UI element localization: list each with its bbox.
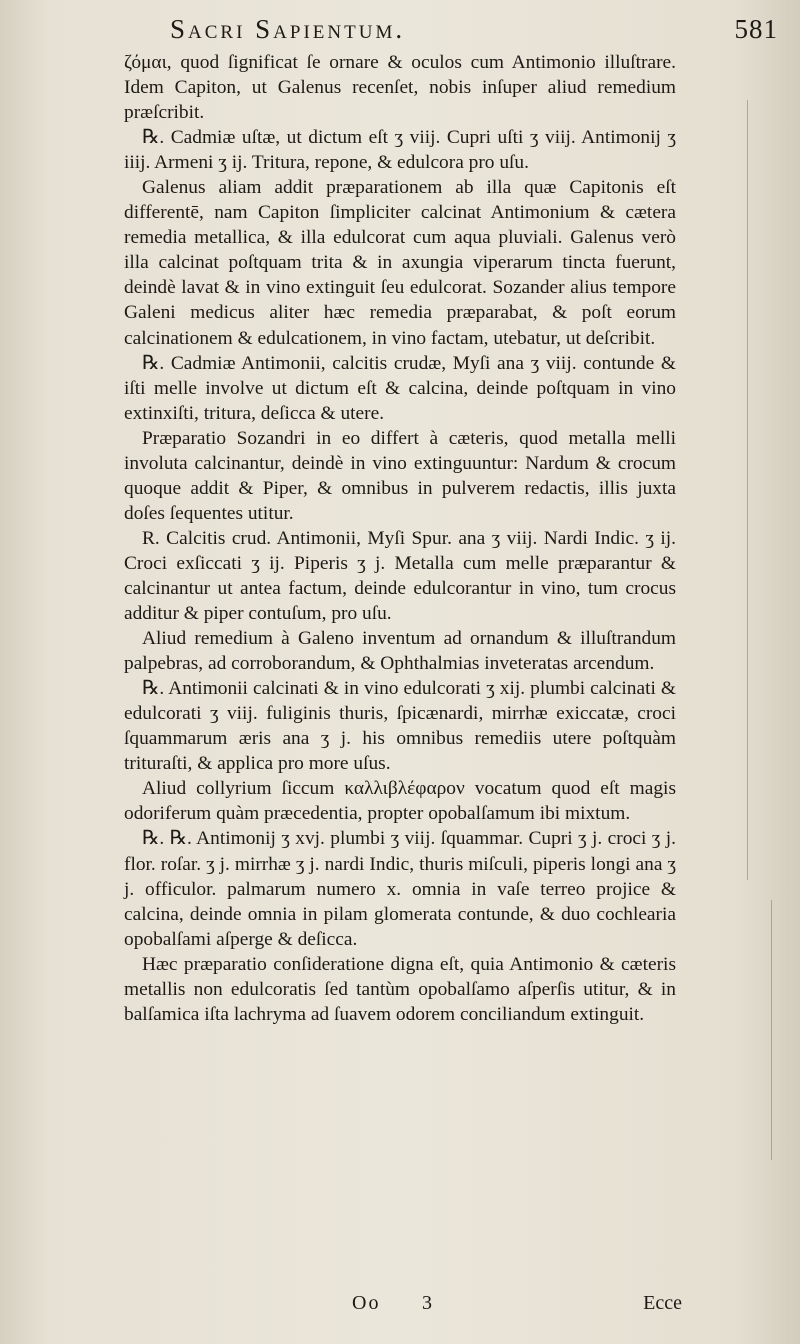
paper-crease (747, 100, 748, 880)
paragraph: Aliud collyrium ſiccum καλλιβλέφαρον vocatum quod eſt magis odoriferum quàm præcedentia, propter opobalſamum ibi mixtum. (124, 778, 676, 825)
page-footer (124, 1292, 682, 1316)
page-header (170, 14, 778, 44)
running-head: Sacri Sapientum. (170, 14, 406, 44)
paragraph: Aliud remedium à Galeno inventum ad ornandum & illuſtrandum palpebras, ad corroborandum, & Ophthalmias inveteratas arcendum. (124, 628, 676, 675)
paragraph: ℞. Antimonii calcinati & in vino edulcorati ʒ xij. plumbi calcinati & edulcorati ʒ viij. fuliginis thuris, ſpicænardi, mirrhæ exiccatæ, croci ſquammarum æris ana ʒ j. his omnibus remediis utere poſtquàm trituraſti, & applica pro more uſus. (124, 678, 676, 775)
paper-crease (771, 900, 772, 1160)
catchword: Ecce (643, 1292, 682, 1314)
page-number: 581 (734, 14, 778, 44)
paragraph: ζόμαι, quod ſignificat ſe ornare & oculos cum Antimonio illuſtrare. Idem Capiton, ut Galenus recenſet, nobis inſuper aliud remedium præſcribit. (124, 52, 676, 124)
paragraph: ℞. Cadmiæ Antimonii, calcitis crudæ, Myſi ana ʒ viij. contunde & iſti melle involve ut dictum eſt & calcina, deinde poſtquam in vino extinxiſti, tritura, deſicca & utere. (124, 352, 676, 424)
body-text (124, 50, 676, 1027)
paragraph: Galenus aliam addit præparationem ab illa quæ Capitonis eſt differentē, nam Capiton ſimpliciter calcinat Antimonium & cætera remedia metallica, & illa edulcorat cum aqua pluviali. Galenus verò illa calcinat poſtquam trita & in axungia viperarum tincta fuerunt, deindè lavat & in vino extinguit ſeu edulcorat. Sozander alius tempore Galeni medicus aliter hæc remedia præparabat, & poſt eorum calcinationem & edulcationem, in vino factam, utebatur, ut deſcribit. (124, 177, 676, 349)
paragraph: Præparatio Sozandri in eo differt à cæteris, quod metalla melli involuta calcinantur, deindè in vino extinguuntur: Nardum & crocum quoque addit & Piper, & omnibus in pulverem redactis, illis juxta doſes ſequentes utitur. (124, 427, 676, 524)
paragraph: R. Calcitis crud. Antimonii, Myſi Spur. ana ʒ viij. Nardi Indic. ʒ ij. Croci exſiccati ʒ ij. Piperis ʒ j. Metalla cum melle præparantur & calcinantur ut antea factum, deinde edulcorantur in vino, tum crocus additur & piper contuſum, pro uſu. (124, 527, 676, 625)
paragraph: ℞. ℞. Antimonij ʒ xvj. plumbi ʒ viij. ſquammar. Cupri ʒ j. croci ʒ j. flor. roſar. ʒ j. mirrhæ ʒ j. nardi Indic, thuris miſculi, piperis longi ana ʒ j. officulor. palmarum numero x. omnia in vaſe terreo projice & calcina, deinde omnia in pilam glomerata contunde, & duo cochlearia opobalſami aſperge & deſicca. (124, 828, 676, 950)
paragraph: ℞. Cadmiæ uſtæ, ut dictum eſt ʒ viij. Cupri uſti ʒ viij. Antimonij ʒ iiij. Armeni ʒ ij. Tritura, repone, & edulcora pro uſu. (124, 127, 676, 174)
signature-mark: Oo (352, 1292, 381, 1314)
signature-number: 3 (422, 1292, 432, 1314)
paragraph: Hæc præparatio conſideratione digna eſt, quia Antimonio & cæteris metallis non edulcoratis ſed tantùm opobalſamo aſperſis utitur, & in balſamica iſta lachryma ad ſuavem odorem conciliandum extinguit. (124, 953, 676, 1025)
